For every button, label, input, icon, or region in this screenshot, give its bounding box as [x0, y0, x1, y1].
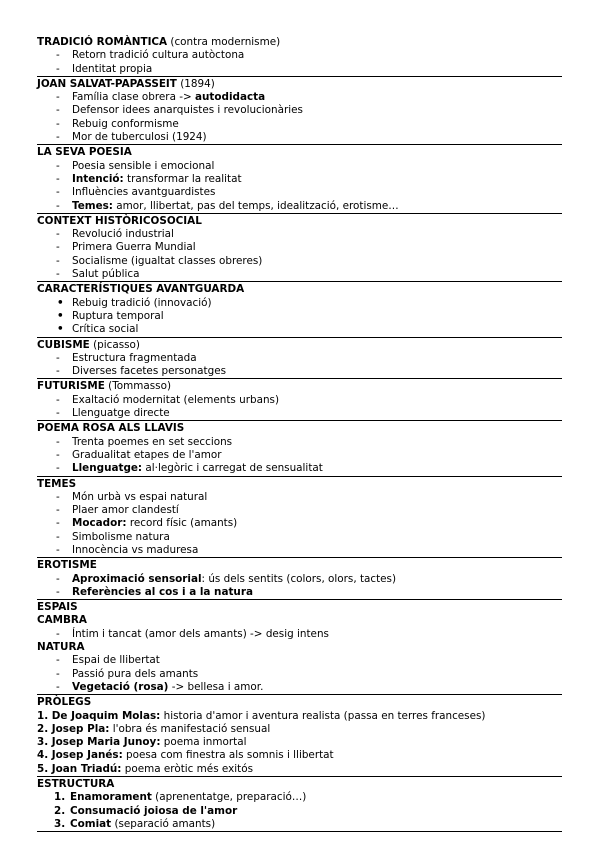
- list-item: [37, 504, 562, 517]
- list-item: [37, 407, 562, 420]
- list-item: [37, 200, 562, 213]
- item-text-bold: 5. Joan Triadú:: [37, 762, 122, 775]
- item-text: Defensor idees anarquistes i revolucionàries: [72, 104, 303, 117]
- bullet-marker: •: [57, 309, 64, 322]
- section-12: [37, 641, 562, 695]
- list-item: [37, 654, 562, 667]
- dash-marker: -: [56, 543, 60, 556]
- dash-marker: -: [56, 448, 60, 461]
- bullet-marker: •: [57, 296, 64, 309]
- item-text-bold: Vegetació (rosa): [72, 680, 169, 693]
- item-text: poema inmortal: [160, 736, 247, 749]
- dash-marker: -: [56, 585, 60, 598]
- item-text-bold: 1. De Joaquim Molas:: [37, 709, 161, 722]
- number-marker: 3.: [54, 817, 66, 830]
- list-item: [37, 749, 562, 762]
- item-text: al·legòric i carregat de sensualitat: [142, 462, 323, 475]
- item-text: amor, llibertat, pas del temps, idealització, erotisme…: [112, 199, 399, 212]
- item-text-bold: 4. Josep Janés:: [37, 749, 123, 762]
- section-title-text: ESPAIS: [37, 601, 78, 614]
- list-item: [37, 131, 562, 144]
- item-text-bold: Intenció:: [72, 172, 124, 185]
- dash-marker: -: [56, 159, 60, 172]
- item-text: : ús dels sentits (colors, olors, tactes): [201, 572, 397, 585]
- item-text: Retorn tradició cultura autòctona: [72, 49, 245, 62]
- section-title: [37, 283, 562, 296]
- section-5: [37, 339, 562, 380]
- dash-marker: -: [56, 186, 60, 199]
- section-title-note: (Tommasso): [104, 380, 172, 393]
- section-title-text: POEMA ROSA ALS LLAVIS: [37, 422, 185, 435]
- section-title-text: JOAN SALVAT-PAPASSEIT: [37, 77, 177, 90]
- item-text-bold: autodidacta: [195, 91, 266, 104]
- item-text: Món urbà vs espai natural: [72, 490, 208, 503]
- dash-marker: -: [56, 504, 60, 517]
- dash-marker: -: [56, 117, 60, 130]
- list-item: [37, 736, 562, 749]
- item-text: Simbolisme natura: [72, 530, 170, 543]
- section-title-text: ESTRUCTURA: [37, 778, 115, 791]
- list-item: [37, 63, 562, 76]
- item-text: Passió pura dels amants: [72, 667, 199, 680]
- section-title: [37, 614, 562, 627]
- item-text-bold: Consumació joiosa de l'amor: [70, 804, 238, 817]
- dash-marker: -: [56, 435, 60, 448]
- list-item: [37, 710, 562, 723]
- item-text: Rebuig conformisme: [72, 117, 179, 130]
- section-title: [37, 601, 562, 614]
- list-item: [37, 186, 562, 199]
- dash-marker: -: [56, 462, 60, 475]
- section-title-text: TEMES: [37, 477, 77, 490]
- list-item: [37, 681, 562, 694]
- section-1: [37, 78, 562, 145]
- list-item: [37, 544, 562, 557]
- list-item: [37, 173, 562, 186]
- list-item: [37, 228, 562, 241]
- section-11: [37, 614, 562, 641]
- section-title: [37, 559, 562, 572]
- dash-marker: -: [56, 228, 60, 241]
- section-title-text: NATURA: [37, 641, 85, 654]
- item-text-bold: 2. Josep Pla:: [37, 722, 110, 735]
- section-10: [37, 601, 562, 614]
- dash-marker: -: [56, 131, 60, 144]
- item-text: transformar la realitat: [123, 172, 242, 185]
- section-title: [37, 36, 562, 49]
- item-text-bold: 3. Josep Maria Junoy:: [37, 736, 161, 749]
- item-text-bold: Referències al cos i a la natura: [72, 585, 253, 598]
- section-3: [37, 215, 562, 282]
- dash-marker: -: [56, 517, 60, 530]
- item-text-bold: Enamorament: [70, 791, 152, 804]
- list-item: [37, 449, 562, 462]
- item-text: Crítica social: [72, 323, 139, 336]
- section-14: [37, 778, 562, 832]
- list-item: [37, 352, 562, 365]
- section-4: [37, 283, 562, 337]
- dash-marker: -: [56, 49, 60, 62]
- item-text: Espai de llibertat: [72, 654, 160, 667]
- list-item: [37, 118, 562, 131]
- dash-marker: -: [56, 490, 60, 503]
- section-title: [37, 215, 562, 228]
- list-item: [37, 255, 562, 268]
- list-item: [37, 462, 562, 475]
- list-item: [37, 49, 562, 62]
- item-text: Salut pública: [72, 268, 140, 281]
- list-item: [37, 91, 562, 104]
- section-title-text: PRÒLEGS: [37, 696, 92, 709]
- dash-marker: -: [56, 268, 60, 281]
- section-title-text: TRADICIÓ ROMÀNTICA: [37, 36, 168, 48]
- item-text: Família clase obrera ->: [72, 91, 196, 104]
- item-text: Mor de tuberculosi (1924): [72, 131, 207, 144]
- list-item: [37, 491, 562, 504]
- list-item: [37, 791, 562, 804]
- section-title: [37, 380, 562, 393]
- section-title: [37, 339, 562, 352]
- section-title-text: LA SEVA POESIA: [37, 146, 132, 159]
- list-item: [37, 394, 562, 407]
- list-item: [37, 723, 562, 736]
- section-title: [37, 696, 562, 709]
- item-text: Identitat propia: [72, 62, 153, 75]
- number-marker: 2.: [54, 804, 66, 817]
- list-item: [37, 586, 562, 599]
- item-text: (separació amants): [111, 817, 216, 830]
- list-item: [37, 668, 562, 681]
- item-text: Innocència vs maduresa: [72, 543, 199, 556]
- list-item: [37, 805, 562, 818]
- item-text: -> bellesa i amor.: [168, 680, 264, 693]
- item-text: Plaer amor clandestí: [72, 504, 179, 517]
- section-title: [37, 78, 562, 91]
- number-marker: 1.: [54, 791, 66, 804]
- item-text: Exaltació modernitat (elements urbans): [72, 393, 280, 406]
- item-text: Trenta poemes en set seccions: [72, 435, 233, 448]
- dash-marker: -: [56, 572, 60, 585]
- dash-marker: -: [56, 627, 60, 640]
- item-text: record físic (amants): [126, 517, 238, 530]
- item-text: Gradualitat etapes de l'amor: [72, 448, 222, 461]
- item-text: Íntim i tancat (amor dels amants) -> desig intens: [72, 627, 329, 640]
- dash-marker: -: [56, 530, 60, 543]
- list-item: [37, 365, 562, 378]
- list-item: [37, 436, 562, 449]
- list-item: [37, 323, 562, 336]
- list-item: [37, 628, 562, 641]
- section-title-note: (contra modernisme): [167, 36, 281, 48]
- list-item: [37, 268, 562, 281]
- dash-marker: -: [56, 365, 60, 378]
- dash-marker: -: [56, 680, 60, 693]
- list-item: [37, 160, 562, 173]
- list-item: [37, 517, 562, 530]
- list-item: [37, 297, 562, 310]
- dash-marker: -: [56, 91, 60, 104]
- section-0: [37, 36, 562, 77]
- dash-marker: -: [56, 667, 60, 680]
- dash-marker: -: [56, 351, 60, 364]
- item-text: Poesia sensible i emocional: [72, 159, 215, 172]
- list-item: [37, 310, 562, 323]
- item-text-bold: Llenguatge:: [72, 462, 143, 475]
- section-9: [37, 559, 562, 600]
- item-text: Socialisme (igualtat classes obreres): [72, 254, 263, 267]
- item-text: Revolució industrial: [72, 228, 174, 241]
- item-text-bold: Temes:: [72, 199, 113, 212]
- item-text: historia d'amor i aventura realista (passa en terres franceses): [160, 709, 486, 722]
- dash-marker: -: [56, 254, 60, 267]
- dash-marker: -: [56, 172, 60, 185]
- item-text: Ruptura temporal: [72, 309, 164, 322]
- item-text: poema eròtic més exitós: [121, 762, 254, 775]
- item-text: l'obra és manifestació sensual: [109, 722, 271, 735]
- item-text: Llenguatge directe: [72, 407, 170, 420]
- section-title: [37, 641, 562, 654]
- list-item: [37, 531, 562, 544]
- item-text: Rebuig tradició (innovació): [72, 296, 212, 309]
- dash-marker: -: [56, 654, 60, 667]
- item-text-bold: Comiat: [70, 817, 112, 830]
- item-text: Primera Guerra Mundial: [72, 241, 196, 254]
- item-text-bold: Aproximació sensorial: [72, 572, 202, 585]
- item-text: (aprenentatge, preparació…): [151, 791, 307, 804]
- bullet-marker: •: [57, 323, 64, 336]
- section-2: [37, 146, 562, 213]
- list-item: [37, 763, 562, 776]
- section-title-note: (1894): [176, 77, 215, 90]
- dash-marker: -: [56, 199, 60, 212]
- section-title-text: CONTEXT HISTÒRICOSOCIAL: [37, 214, 202, 227]
- list-item: [37, 241, 562, 254]
- section-title-text: FUTURISME: [37, 380, 105, 393]
- section-6: [37, 380, 562, 421]
- dash-marker: -: [56, 62, 60, 75]
- section-13: [37, 696, 562, 777]
- section-title: [37, 422, 562, 435]
- section-title-text: CUBISME: [37, 338, 90, 351]
- section-title: [37, 778, 562, 791]
- section-7: [37, 422, 562, 476]
- list-item: [37, 573, 562, 586]
- section-title-text: EROTISME: [37, 559, 97, 572]
- item-text-bold: Mocador:: [72, 517, 127, 530]
- dash-marker: -: [56, 241, 60, 254]
- dash-marker: -: [56, 407, 60, 420]
- item-text: poesa com finestra als somnis i llibertat: [122, 749, 334, 762]
- item-text: Diverses facetes personatges: [72, 365, 226, 378]
- item-text: Influències avantguardistes: [72, 186, 216, 199]
- section-title-text: CAMBRA: [37, 614, 87, 627]
- section-title: [37, 478, 562, 491]
- section-title: [37, 146, 562, 159]
- section-title-note: (picasso): [89, 338, 140, 351]
- list-item: [37, 818, 562, 831]
- dash-marker: -: [56, 393, 60, 406]
- document-page: [37, 36, 562, 833]
- dash-marker: -: [56, 104, 60, 117]
- section-title-text: CARACTERÍSTIQUES AVANTGUARDA: [37, 283, 245, 296]
- list-item: [37, 104, 562, 117]
- section-8: [37, 478, 562, 559]
- item-text: Estructura fragmentada: [72, 351, 197, 364]
